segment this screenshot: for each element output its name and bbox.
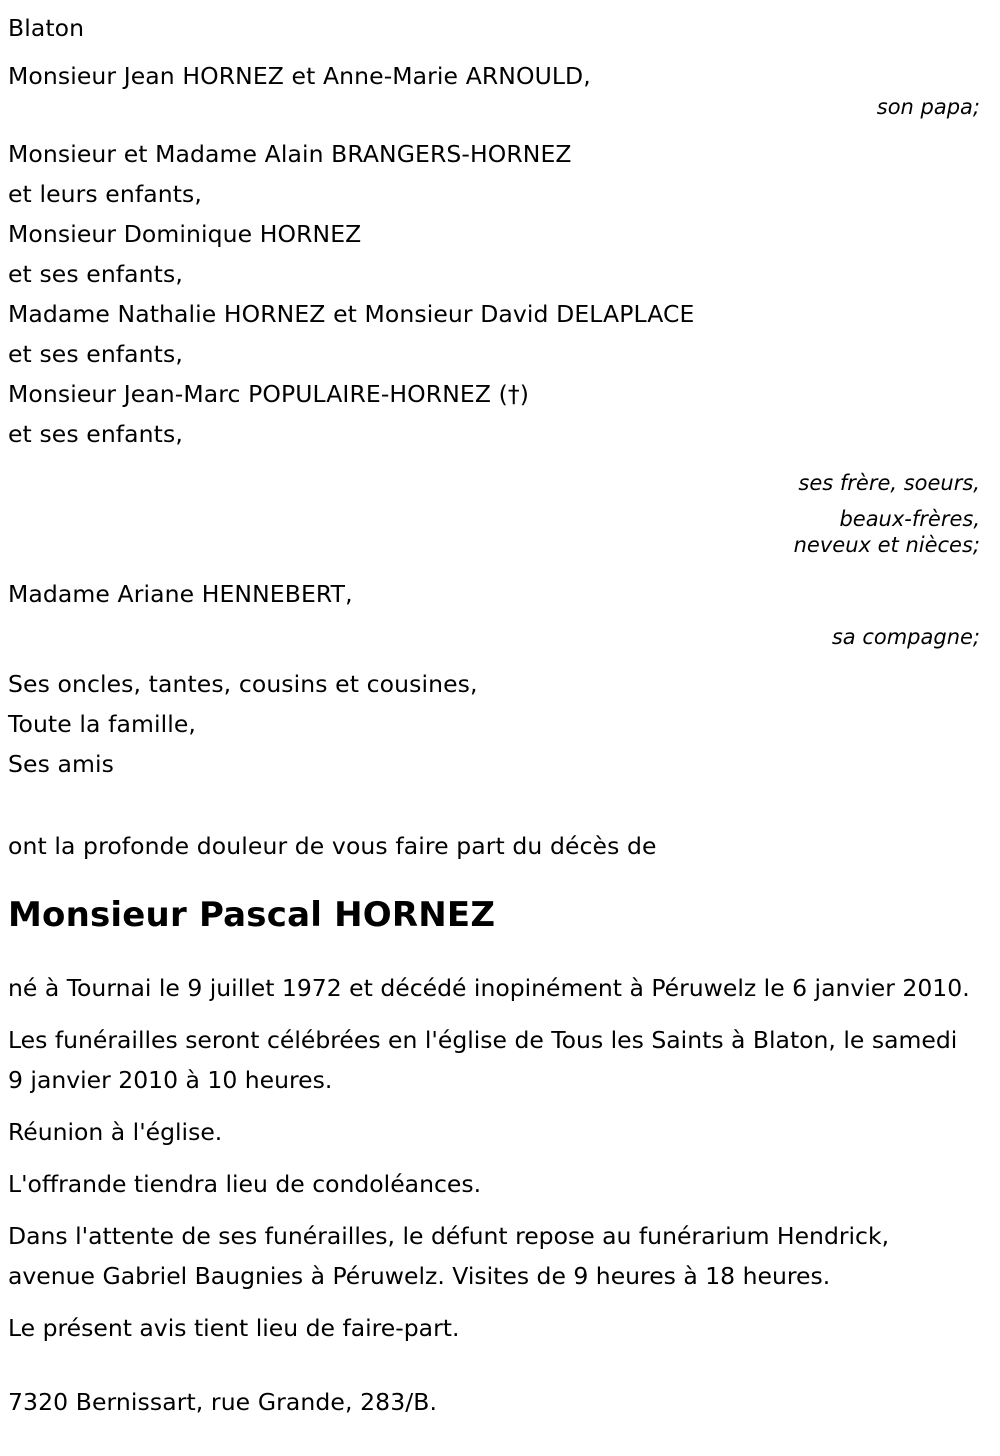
locality: Blaton — [8, 14, 85, 42]
spacer — [8, 122, 990, 134]
announcement-text: ont la profonde douleur de vous faire part du décès de — [8, 832, 657, 860]
relation-siblings-3: neveux et nièces; — [793, 533, 980, 557]
extended-family-line-family: Toute la famille, — [8, 710, 196, 738]
family-line-jeanmarc-children: et ses enfants, — [8, 420, 183, 448]
paragraph-funerarium: Dans l'attente de ses funérailles, le défunt repose au funérarium Hendrick, avenue Gabriel Baugnies à Péruwelz. Visites de 9 heures à 18 heures. — [8, 1222, 890, 1290]
family-line-nathalie: Madame Nathalie HORNEZ et Monsieur David DELAPLACE — [8, 300, 695, 328]
spacer — [8, 652, 990, 664]
father-block — [8, 56, 990, 122]
relation-father: son papa; — [876, 95, 980, 119]
spacer — [8, 454, 990, 468]
relation-siblings-1: ses frère, soeurs, — [798, 471, 980, 495]
paragraph-notice: Le présent avis tient lieu de faire-part. — [8, 1314, 460, 1342]
paragraph-birth-death: né à Tournai le 9 juillet 1972 et décédé inopinément à Péruwelz le 6 janvier 2010. — [8, 974, 970, 1002]
family-line-jeanmarc: Monsieur Jean-Marc POPULAIRE-HORNEZ (†) — [8, 380, 529, 408]
spacer — [8, 1204, 990, 1216]
spacer — [8, 1296, 990, 1308]
spacer — [8, 1152, 990, 1164]
paragraph-gathering: Réunion à l'église. — [8, 1118, 223, 1146]
family-line-dominique-children: et ses enfants, — [8, 260, 183, 288]
extended-family-block — [8, 664, 990, 784]
spacer — [8, 938, 990, 968]
paragraph-offering: L'offrande tiendra lieu de condoléances. — [8, 1170, 482, 1198]
siblings-block — [8, 134, 990, 454]
relation-siblings-2: beaux-frères, — [839, 507, 980, 531]
family-line-brangers: Monsieur et Madame Alain BRANGERS-HORNEZ — [8, 140, 572, 168]
spacer — [8, 614, 990, 622]
spacer — [8, 48, 990, 56]
family-line-nathalie-children: et ses enfants, — [8, 340, 183, 368]
spacer — [8, 558, 990, 574]
family-line-father: Monsieur Jean HORNEZ et Anne-Marie ARNOULD, — [8, 62, 591, 90]
paragraph-funeral: Les funérailles seront célébrées en l'église de Tous les Saints à Blaton, le samedi 9 janvier 2010 à 10 heures. — [8, 1026, 958, 1094]
spacer — [8, 1008, 990, 1020]
extended-family-line-friends: Ses amis — [8, 750, 114, 778]
address-line: 7320 Bernissart, rue Grande, 283/B. — [8, 1388, 438, 1416]
extended-family-line-uncles: Ses oncles, tantes, cousins et cousines, — [8, 670, 478, 698]
family-line-dominique: Monsieur Dominique HORNEZ — [8, 220, 362, 248]
spacer — [8, 866, 990, 892]
spacer — [8, 784, 990, 826]
spacer — [8, 1100, 990, 1112]
relation-companion: sa compagne; — [831, 625, 980, 649]
spacer — [8, 1348, 990, 1382]
companion-line: Madame Ariane HENNEBERT, — [8, 580, 353, 608]
spacer — [8, 498, 990, 506]
family-line-brangers-children: et leurs enfants, — [8, 180, 202, 208]
deceased-name: Monsieur Pascal HORNEZ — [8, 895, 496, 935]
